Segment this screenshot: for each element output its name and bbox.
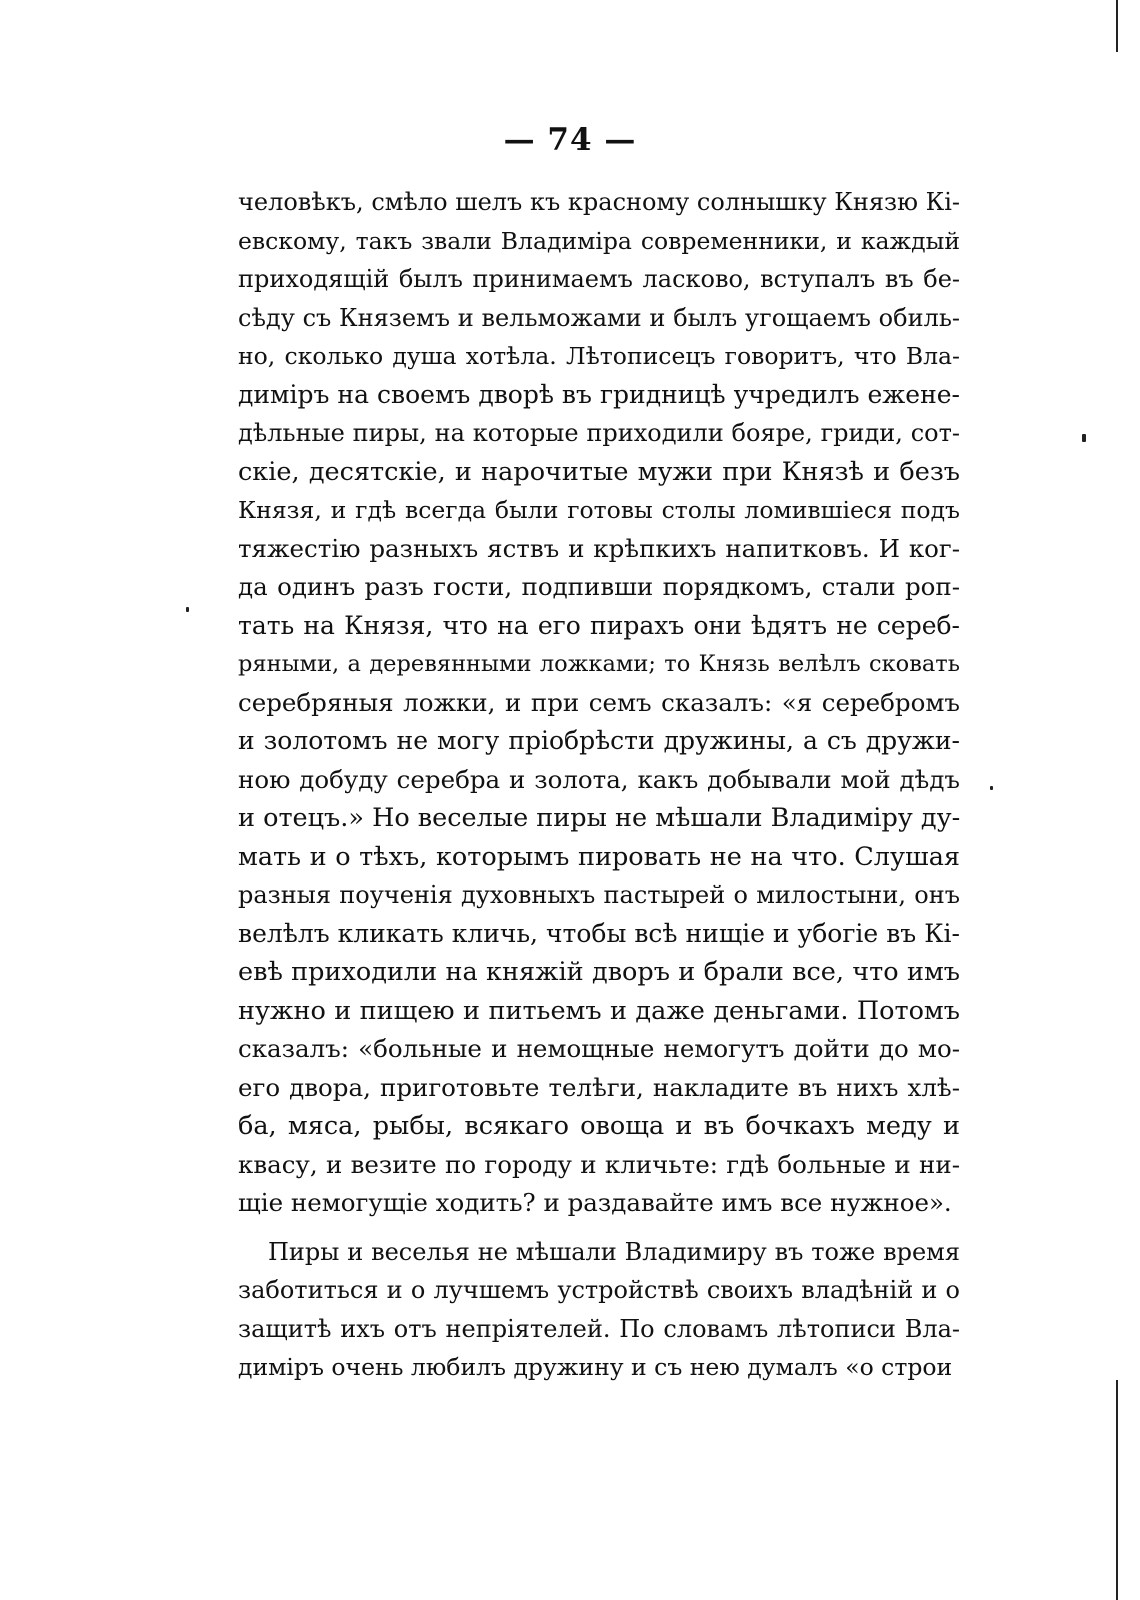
text-line: тать на Князя, что на его пирахъ они ѣдятъ не сереб- xyxy=(238,610,960,640)
text-line: Князя, и гдѣ всегда были готовы столы ломившіеся подъ xyxy=(238,496,960,524)
text-line: и отецъ.» Но веселые пиры не мѣшали Владиміру ду- xyxy=(238,803,961,833)
text-line: приходящій былъ принимаемъ ласково, вступалъ въ бе- xyxy=(238,265,960,293)
paragraph xyxy=(238,1233,960,1387)
body-text xyxy=(238,183,960,1387)
text-line: и золотомъ не могу пріобрѣсти дружины, а съ дружи- xyxy=(238,726,960,755)
scan-speck xyxy=(990,786,993,790)
text-line: велѣлъ кликать кличь, чтобы всѣ нищіе и убогіе въ Кі- xyxy=(238,918,960,948)
text-line: евѣ приходили на княжій дворъ и брали все, что имъ xyxy=(238,957,960,987)
scan-speck xyxy=(186,607,189,612)
text-line: мать и о тѣхъ, которымъ пировать не на что. Слушая xyxy=(238,841,960,872)
scan-speck xyxy=(1082,434,1086,442)
text-line: Пиры и веселья не мѣшали Владимиру въ тоже время xyxy=(268,1237,960,1266)
text-line: да одинъ разъ гости, подпивши порядкомъ, стали роп- xyxy=(238,572,960,601)
text-line: заботиться и о лучшемъ устройствѣ своихъ владѣній и о xyxy=(238,1276,960,1304)
scan-edge-rule xyxy=(1116,0,1118,52)
text-line: щіе немогущіе ходить? и раздавайте имъ все нужное». xyxy=(238,1188,952,1217)
text-line: сѣду съ Княземъ и вельможами и былъ угощаемъ обиль- xyxy=(238,303,960,332)
paragraph xyxy=(238,183,960,1223)
text-line: диміръ очень любилъ дружину и съ нею думалъ «о строи xyxy=(238,1353,953,1381)
text-line: квасу, и везите по городу и кличьте: гдѣ больные и ни- xyxy=(238,1149,960,1179)
scan-edge-rule xyxy=(1116,1380,1118,1600)
text-line: ба, мяса, рыбы, всякаго овоща и въ бочкахъ меду и xyxy=(238,1111,960,1141)
text-line: сказалъ: «больные и немощные немогутъ дойти до мо- xyxy=(238,1034,960,1063)
text-line: его двора, приготовьте телѣги, накладите въ нихъ хлѣ- xyxy=(238,1072,960,1102)
text-line: ряными, а деревянными ложками; то Князь велѣлъ сковать xyxy=(238,651,960,677)
page-number: — 74 — xyxy=(503,122,637,158)
text-line: тяжестію разныхъ яствъ и крѣпкихъ напитковъ. И ког- xyxy=(238,533,960,563)
text-line: ною добуду серебра и золота, какъ добывали мой дѣдъ xyxy=(238,764,960,794)
text-line: но, сколько душа хотѣла. Лѣтописецъ говоритъ, что Вла- xyxy=(238,342,960,370)
text-line: скіе, десятскіе, и нарочитые мужи при Князѣ и безъ xyxy=(238,456,960,487)
text-line: дѣльные пиры, на которые приходили бояре, гриди, сот- xyxy=(238,419,960,447)
text-line: евскому, такъ звали Владиміра современники, и каждый xyxy=(238,226,960,255)
text-line: нужно и пищею и питьемъ и даже деньгами. Потомъ xyxy=(238,995,960,1026)
text-line: разныя поученія духовныхъ пастырей о милостыни, онъ xyxy=(238,881,960,909)
text-line: человѣкъ, смѣло шелъ къ красному солнышку Князю Кі- xyxy=(238,188,960,216)
paragraph-gap xyxy=(238,1223,960,1233)
text-line: серебряныя ложки, и при семъ сказалъ: «я серебромъ xyxy=(238,687,960,717)
text-line: диміръ на своемъ дворѣ въ гридницѣ учредилъ еженe- xyxy=(238,379,960,409)
text-line: защитѣ ихъ отъ непріятелей. По словамъ лѣтописи Вла- xyxy=(238,1314,960,1343)
